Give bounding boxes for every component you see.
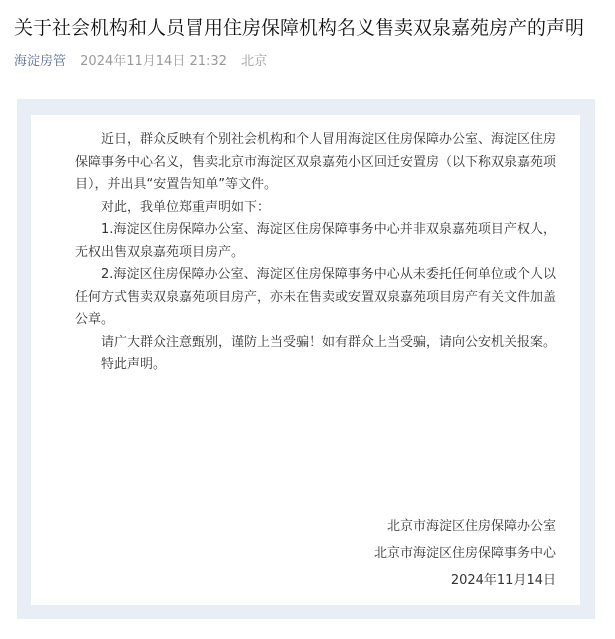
notice-paragraph: 2.海淀区住房保障办公室、海淀区住房保障事务中心从未委托任何单位或个人以任何方式售卖双泉嘉苑项目房产，亦未在售卖或安置双泉嘉苑项目房产有关文件加盖公章。 bbox=[75, 267, 557, 327]
publish-location: 北京 bbox=[241, 54, 268, 69]
publish-date: 2024年11月14日 21:32 bbox=[80, 54, 227, 69]
notice-body bbox=[75, 129, 556, 377]
article-meta bbox=[14, 53, 267, 71]
notice-paragraph: 对此，我单位郑重声明如下： bbox=[101, 199, 271, 215]
notice-paragraph: 1.海淀区住房保障办公室、海淀区住房保障事务中心并非双泉嘉苑项目产权人，无权出售双泉嘉苑项目房产。 bbox=[75, 222, 556, 260]
notice-paragraph: 特此声明。 bbox=[101, 357, 167, 372]
signature-date: 2024年11月14日 bbox=[450, 573, 556, 588]
notice-signature bbox=[374, 513, 556, 594]
article-title: 关于社会机构和人员冒用住房保障机构名义售卖双泉嘉苑房产的声明 bbox=[14, 17, 585, 39]
notice-paragraph: 近日，群众反映有个别社会机构和个人冒用海淀区住房保障办公室、海淀区住房保障事务中心名义，售卖北京市海淀区双泉嘉苑小区回迁安置房（以下称双泉嘉苑项目），并出具“安置告知单”等文件。 bbox=[75, 132, 557, 192]
notice-paragraph: 请广大群众注意甄别，谨防上当受骗！如有群众上当受骗，请向公安机关报案。 bbox=[101, 334, 557, 350]
author-link[interactable]: 海淀房管 bbox=[14, 54, 67, 69]
signatory-housing-office: 北京市海淀区住房保障办公室 bbox=[386, 519, 556, 534]
notice-image-frame bbox=[17, 99, 595, 619]
signatory-housing-center: 北京市海淀区住房保障事务中心 bbox=[373, 546, 556, 561]
notice-card bbox=[31, 115, 580, 605]
